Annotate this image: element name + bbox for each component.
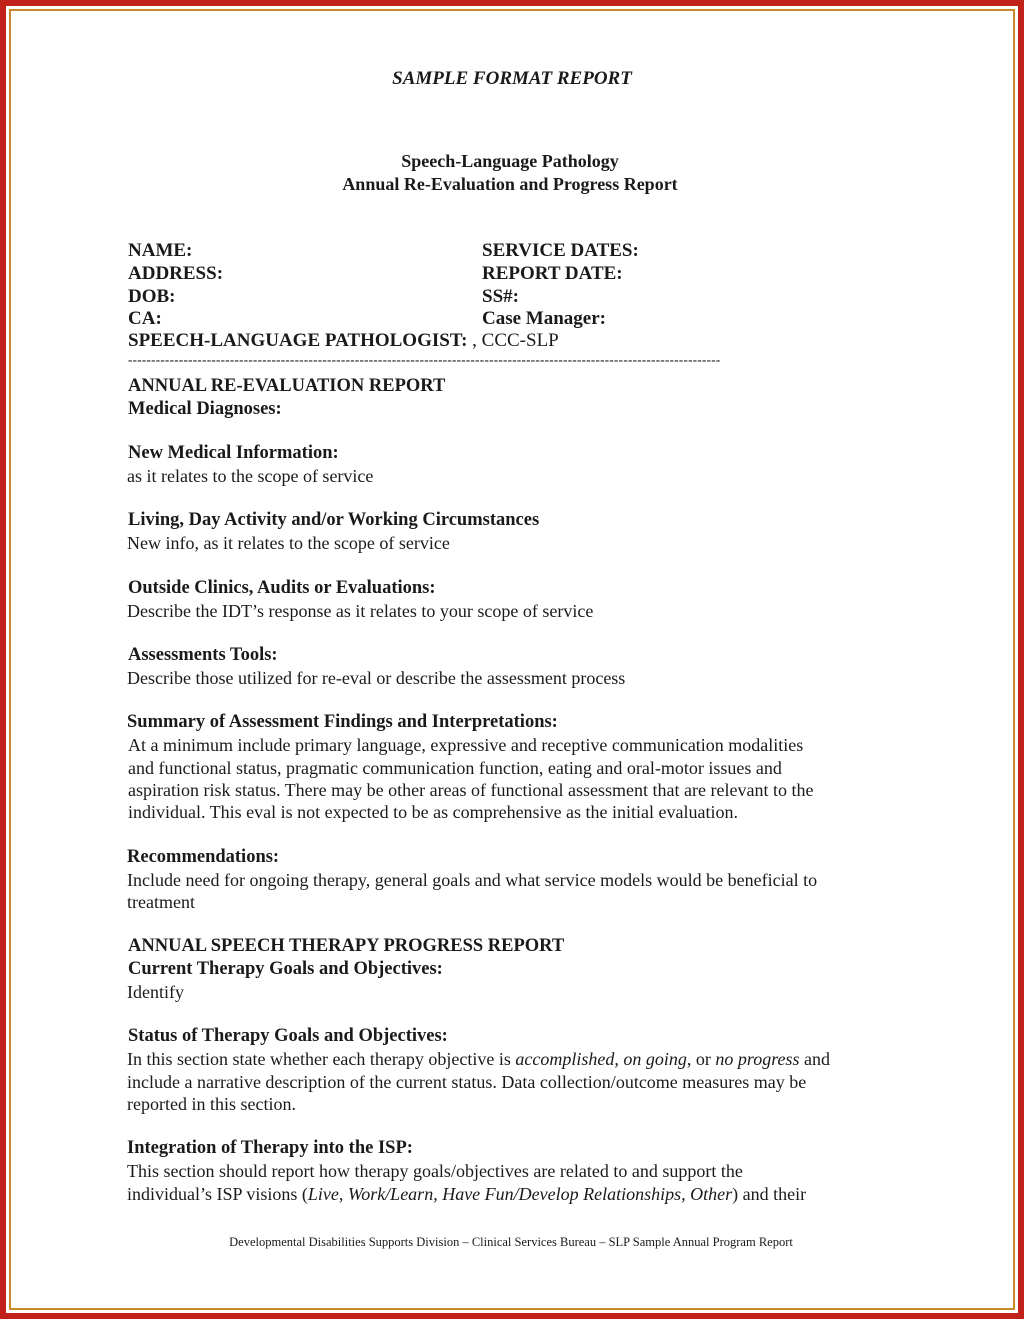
isp-line-1: This section should report how therapy goals/objectives are related to and support the (127, 1161, 743, 1181)
status-line-1-end: and (799, 1049, 831, 1069)
summary-line-1: At a minimum include primary language, expressive and receptive communication modalities (128, 735, 804, 755)
isp-line-2 (127, 1183, 806, 1206)
report-top-title: SAMPLE FORMAT REPORT (392, 68, 632, 89)
summary-line-3: aspiration risk status. There may be other areas of functional assessment that are relevant to the (128, 780, 814, 800)
report-subtitle-discipline: Speech-Language Pathology (401, 151, 619, 171)
current-goals-heading: Current Therapy Goals and Objectives: (128, 959, 443, 979)
field-slp-row (128, 330, 559, 352)
field-service-dates-label: SERVICE DATES: (482, 240, 639, 261)
status-heading: Status of Therapy Goals and Objectives: (128, 1026, 448, 1046)
progress-heading: ANNUAL SPEECH THERAPY PROGRESS REPORT (128, 936, 565, 956)
field-dob-label: DOB: (128, 286, 176, 307)
report-subtitle-type: Annual Re-Evaluation and Progress Report (342, 174, 678, 194)
recommendations-line-1: Include need for ongoing therapy, general goals and what service models would be beneficial to (127, 870, 818, 890)
recommendations-line-2: treatment (127, 892, 195, 912)
section-divider: -------------------------------------------------------------------------------------------------------------------------------- (128, 352, 721, 367)
field-slp-suffix: , CCC-SLP (472, 330, 559, 351)
field-address-label: ADDRESS: (128, 263, 224, 284)
new-medical-heading: New Medical Information: (128, 443, 339, 463)
outside-text: Describe the IDT’s response as it relates to your scope of service (127, 601, 594, 621)
field-ss-label: SS#: (482, 286, 519, 307)
status-line-1 (127, 1048, 830, 1071)
summary-line-2: and functional status, pragmatic communication function, eating and oral-motor issues and (128, 758, 782, 778)
status-accomplished-term: accomplished, on going (515, 1049, 687, 1069)
isp-line-2-end: ) and their (732, 1184, 807, 1204)
medical-diagnoses-heading: Medical Diagnoses: (128, 399, 282, 419)
reeval-heading: ANNUAL RE-EVALUATION REPORT (128, 376, 446, 396)
living-heading: Living, Day Activity and/or Working Circumstances (128, 510, 540, 530)
status-line-2: include a narrative description of the current status. Data collection/outcome measures may be (127, 1072, 807, 1092)
field-slp-label: SPEECH-LANGUAGE PATHOLOGIST: (128, 330, 468, 351)
current-goals-text: Identify (127, 982, 184, 1002)
recommendations-heading: Recommendations: (127, 847, 280, 867)
status-no-progress-term: no progress (715, 1049, 800, 1069)
outside-heading: Outside Clinics, Audits or Evaluations: (128, 578, 436, 598)
summary-line-4: individual. This eval is not expected to be as comprehensive as the initial evaluation. (128, 802, 739, 822)
assess-heading: Assessments Tools: (128, 645, 278, 665)
assess-text: Describe those utilized for re-eval or describe the assessment process (127, 668, 626, 688)
status-line-1-text: In this section state whether each therapy objective is (127, 1049, 516, 1069)
isp-line-2-text: individual’s ISP visions ( (127, 1184, 308, 1204)
isp-heading: Integration of Therapy into the ISP: (127, 1138, 413, 1158)
page-footer: Developmental Disabilities Supports Division – Clinical Services Bureau – SLP Sample Annual Program Report (229, 1235, 793, 1249)
status-line-3: reported in this section. (127, 1094, 296, 1114)
isp-visions-list: Live, Work/Learn, Have Fun/Develop Relationships, Other (307, 1184, 733, 1204)
summary-heading: Summary of Assessment Findings and Interpretations: (127, 712, 558, 732)
status-line-1-or: , or (686, 1049, 716, 1069)
field-case-manager-label: Case Manager: (482, 308, 606, 329)
field-ca-label: CA: (128, 308, 162, 329)
field-name-label: NAME: (128, 240, 193, 261)
field-report-date-label: REPORT DATE: (482, 263, 623, 284)
living-text: New info, as it relates to the scope of service (127, 533, 450, 553)
new-medical-text: as it relates to the scope of service (127, 466, 374, 486)
